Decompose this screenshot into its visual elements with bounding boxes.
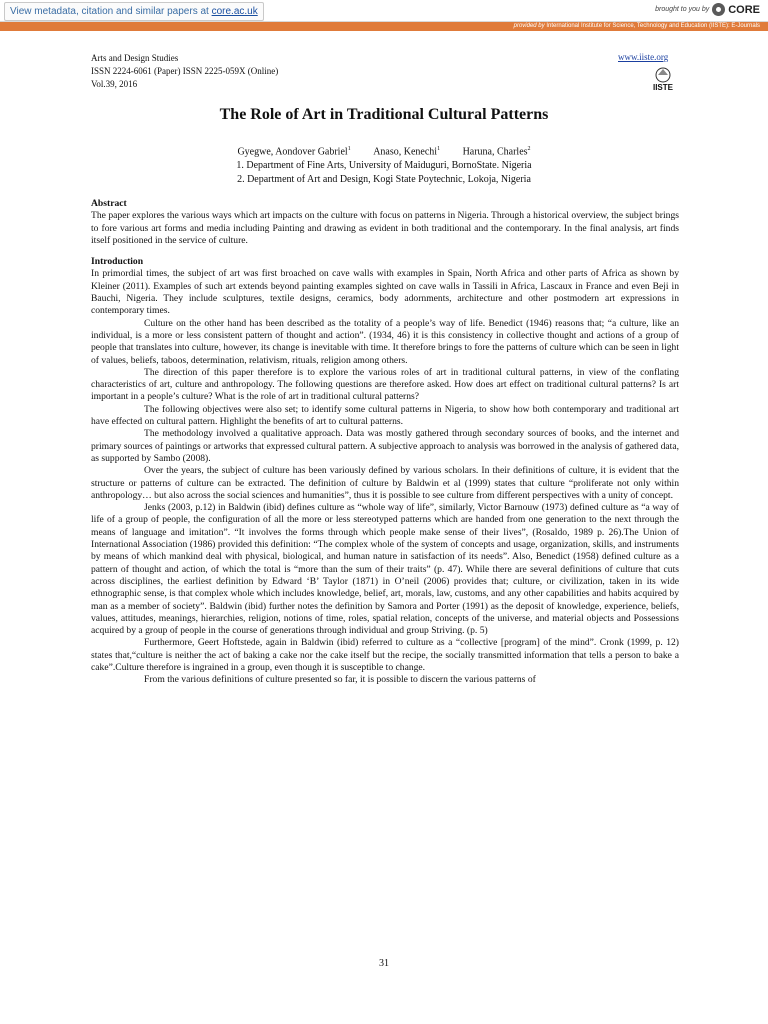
paper-body xyxy=(91,198,679,687)
abstract-heading: Abstract xyxy=(91,198,127,209)
author-sup: 1 xyxy=(437,146,441,152)
paragraph: Over the years, the subject of culture has been variously defined by various scholars. In their definitions of culture, it is evident that the structure or patterns of culture can be extracted. The definition of culture by Baldwin et al (1999) states that culture “proliferate not only within anthropology… but also across the social sciences and humanities”, thus it is possible to see culture from different perspectives with a unity of concept. xyxy=(91,465,679,501)
paragraph: From the various definitions of culture presented so far, it is possible to discern the various patterns of xyxy=(144,674,536,686)
author-sup: 1 xyxy=(347,146,351,152)
paragraph: Culture on the other hand has been described as the totality of a people’s way of life. Benedict (1946) reasons that; “a culture, like an individual, is a more or less consistent pattern of thought and action”. (1934, 46) it is this consistency in collective thought and actions of a group of people that translates into culture, however, its change is inevitable with time. It therefore brings to fore the patterns of culture which can be seen in light of values, beliefs, taboos, determination, relativism, rituals, religion among others. xyxy=(91,317,679,366)
provider-text xyxy=(514,22,760,31)
paragraph: Furthermore, Geert Hoftstede, again in Baldwin (ibid) referred to culture as a “collective [program] of the mind”. Cronk (1999, p. 12) states that,“culture is neither the act of baking a cake nor the cake itself but the recipe, the socially transmitted information that tells a person to bake a cake”.Culture therefore is ingrained in a group, even though it is susceptible to change. xyxy=(91,637,679,673)
author-name: Gyegwe, Aondover Gabriel xyxy=(237,146,348,158)
author xyxy=(373,142,440,159)
authors-block xyxy=(0,142,768,187)
journal-issn: ISSN 2224-6061 (Paper) ISSN 2225-059X (Online) xyxy=(91,66,279,76)
journal-header xyxy=(91,52,278,91)
paragraph: The following objectives were also set; to identify some cultural patterns in Nigeria, to show how both contemporary and traditional art have effected on cultural pattern. Highlight the benefits of art to cultural patterns. xyxy=(91,403,679,428)
author-name: Haruna, Charles xyxy=(462,146,528,158)
iiste-url-link[interactable]: www.iiste.org xyxy=(618,52,669,62)
affiliation: 1. Department of Fine Arts, University of Maiduguri, BornoState. Nigeria xyxy=(236,160,532,172)
author xyxy=(463,142,531,159)
provided-by-text: International Institute for Science, Technology and Education (IISTE): E-Journals xyxy=(544,23,760,29)
abstract-text: The paper explores the various ways which art impacts on the culture with focus on patterns in Nigeria. Through a historical overview, the subject brings to fore various art forms and media including Painting and drawing as evident in both traditional and the contemporary. In the final analysis, art finds itself positioned in the service of culture. xyxy=(91,210,679,246)
introduction-heading: Introduction xyxy=(91,256,144,268)
core-brand[interactable] xyxy=(655,3,760,16)
author-name: Anaso, Kenechi xyxy=(373,146,438,158)
core-ac-uk-link[interactable]: core.ac.uk xyxy=(211,6,258,17)
paragraph: In primordial times, the subject of art was first broached on cave walls with examples in Spain, North Africa and other parts of Africa as shown by Kleiner (2011). Examples of such art extends beyond painting examples sighted on cave walls in Tassili in Africa, Lascaux in France and even Beji in Bauchi, Nigeria. They include sculptures, textile designs, ceramics, body adornments, architecture and other postmodern art expressions in contemporary times. xyxy=(91,268,679,317)
brought-to-you-text: brought to you by xyxy=(655,6,710,13)
journal-name: Arts and Design Studies xyxy=(91,53,179,63)
core-banner xyxy=(0,0,768,22)
author-sup: 2 xyxy=(527,146,531,152)
journal-volume: Vol.39, 2016 xyxy=(91,79,138,89)
core-name: CORE xyxy=(728,3,760,16)
view-metadata-link[interactable] xyxy=(4,2,264,21)
affiliation: 2. Department of Art and Design, Kogi State Poytechnic, Lokoja, Nigeria xyxy=(237,174,531,186)
paragraph: The methodology involved a qualitative approach. Data was mostly gathered through secondary sources of books, and the internet and primary sources of paintings or artworks that expressed cultural pattern. A subjective approach to analysis was borrowed in the analysis of gathered data, as supported by Sambo (2008). xyxy=(91,428,679,464)
page-number: 31 xyxy=(379,958,389,969)
paragraph: Jenks (2003, p.12) in Baldwin (ibid) defines culture as “whole way of life”, similarly, Victor Barnouw (1973) defined culture as “a way of life of a group of people, the configuration of all the more or less stereotyped patterns which are handed from one generation to the next through the means of language and imitation”. “It involves the forms through which people make sense of their lives”, (Rosaldo, 1989 p. 26).The Union of International Association (1986) provided this definition: “The complex whole of the system of concepts and usage, organization, skills, and instruments by means of which mankind deal with physical, biological, and human nature in satisfaction of its needs”. Also, Benedict (1958) defined culture as a pattern of thought and action, of which the total is “more than the sum of their traits” (p. 47). While there are several definitions of culture that cuts across disciplines, the earliest definition by Edward ‘B’ Taylor (1871) in O’neil (2006) provides that; culture, or civilization, taken in its wide ethnographic sense, is that complex whole which includes knowledge, belief, art, morals, law, customs, and any other capabilities and habits acquired by man as a member of society”. Baldwin (ibid) further notes the definition by Samora and Porter (1991) as the deposit of knowledge, experience, beliefs, values, attitudes, meanings, hierarchies, religion, notions of time, roles, spatial relation, concepts of the universe, and material objects and Possessions acquired by a group of people in the course of generations through individual and group Striving. (p. 5) xyxy=(91,502,679,637)
iiste-logo-text: IISTE xyxy=(652,83,674,92)
provider-bar xyxy=(0,22,768,31)
paper-title: The Role of Art in Traditional Cultural Patterns xyxy=(219,106,549,123)
provided-by-label: provided by xyxy=(513,23,545,29)
iiste-logo xyxy=(650,66,676,92)
author-line xyxy=(0,142,768,159)
view-metadata-text: View metadata, citation and similar papers at xyxy=(10,6,212,17)
core-logo-icon xyxy=(712,3,725,16)
paragraph: The direction of this paper therefore is to explore the various roles of art in traditional cultural patterns, in view of the conflating characteristics of art, culture and anthropology. The following questions are therefore asked. How does art effect on traditional cultural patterns? Is art important in a people’s culture? What is the role of art in traditional cultural patterns? xyxy=(91,366,679,403)
author xyxy=(237,142,350,159)
